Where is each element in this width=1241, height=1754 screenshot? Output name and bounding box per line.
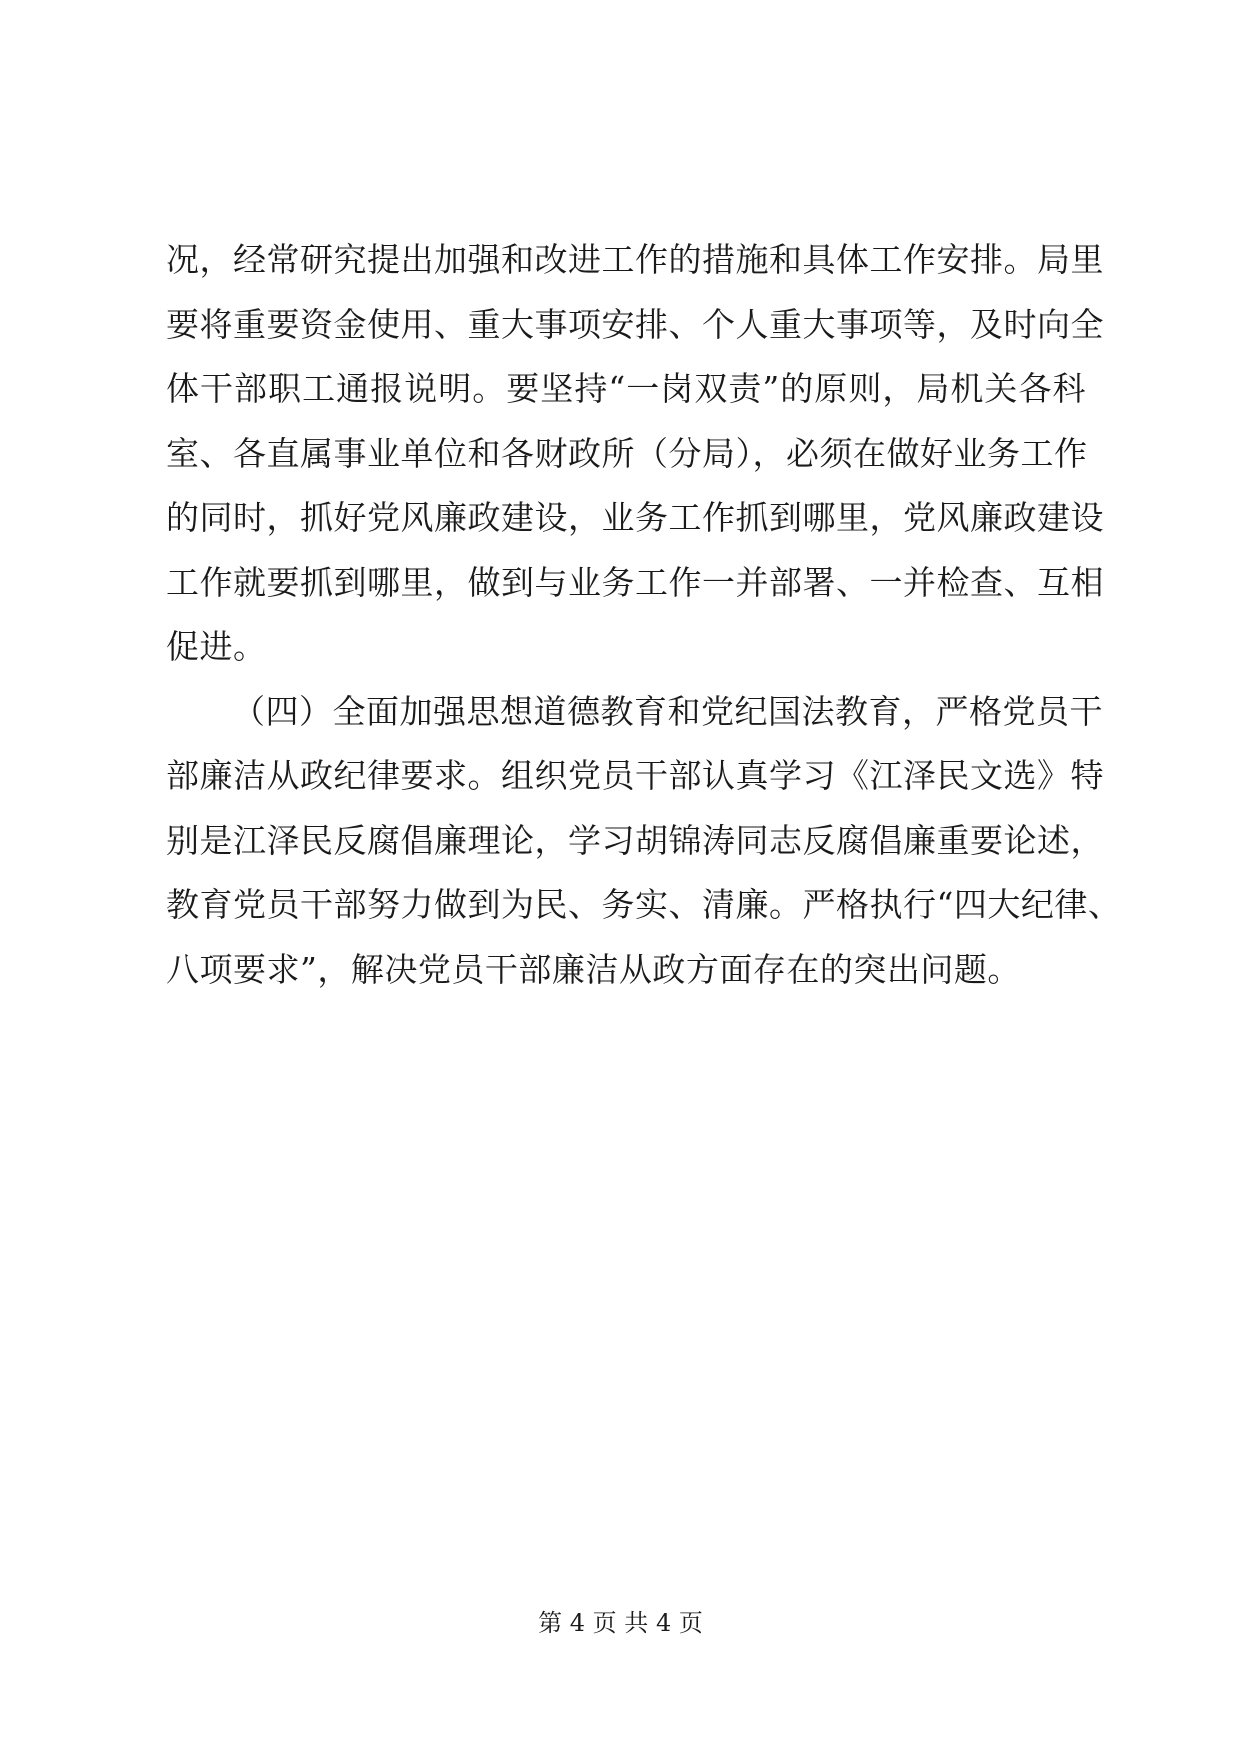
text-line: 的同时，抓好党风廉政建设，业务工作抓到哪里，党风廉政建设 [166, 498, 1104, 537]
text-line: 八项要求”，解决党员干部廉洁从政方面存在的突出问题。 [166, 949, 1021, 989]
text-line: 教育党员干部努力做到为民、务实、清廉。严格执行“四大纪律、 [166, 885, 1122, 924]
text-line: 部廉洁从政纪律要求。组织党员干部认真学习《江泽民文选》特 [166, 756, 1104, 795]
paragraph-1 [166, 228, 1104, 680]
text-line: 室、各直属事业单位和各财政所（分局），必须在做好业务工作 [166, 433, 1088, 473]
text-line: 况，经常研究提出加强和改进工作的措施和具体工作安排。局里 [166, 240, 1104, 279]
text-line: 别是江泽民反腐倡廉理论，学习胡锦涛同志反腐倡廉重要论述， [166, 820, 1104, 860]
text-line: 促进。 [166, 627, 267, 666]
text-line: 工作就要抓到哪里，做到与业务工作一并部署、一并检查、互相 [166, 562, 1104, 602]
paragraph-2 [166, 680, 1122, 1003]
text-line: （四）全面加强思想道德教育和党纪国法教育，严格党员干 [232, 691, 1103, 731]
text-line: 要将重要资金使用、重大事项安排、个人重大事项等，及时向全 [166, 304, 1104, 344]
document-body [166, 228, 1122, 1002]
text-line: 体干部职工通报说明。要坚持“一岗双责”的原则，局机关各科 [166, 369, 1086, 408]
page-number-footer: 第 4 页 共 4 页 [538, 1609, 703, 1637]
